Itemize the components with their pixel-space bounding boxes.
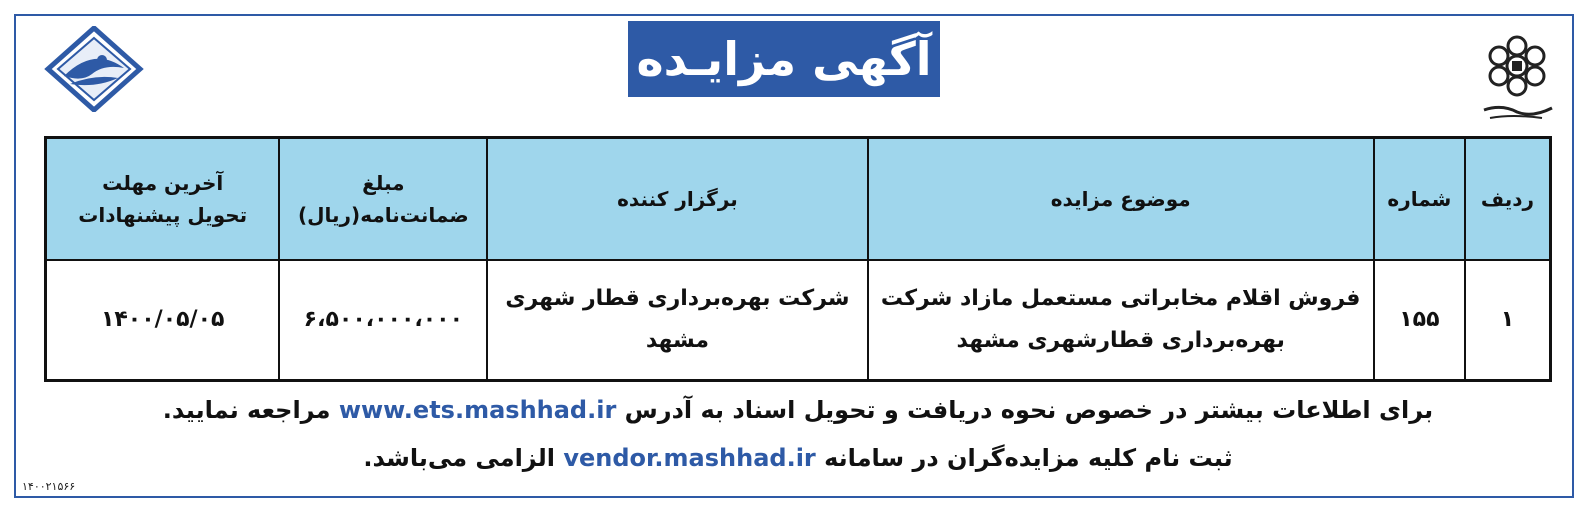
table-row [46, 260, 1551, 381]
cell-subject [868, 260, 1374, 381]
header-amount-line2: ضمانت‌نامه(ریال) [298, 203, 469, 227]
auction-table [44, 136, 1552, 382]
subject-line2: بهره‌برداری قطارشهری مشهد [956, 328, 1285, 353]
mashhad-municipality-logo-icon [1472, 26, 1562, 126]
cell-organizer: شرکت بهره‌برداری قطار شهری مشهد [487, 260, 867, 381]
header-amount-line1: مبلغ [362, 171, 405, 195]
footer-line1-text: برای اطلاعات بیشتر در خصوص نحوه دریافت و تحویل اسناد به آدرس [624, 396, 1434, 424]
subject-line1: فروش اقلام مخابراتی مستعمل مازاد شرکت [880, 286, 1361, 312]
footer-line1-end: مراجعه نمایید. [162, 396, 331, 424]
header-guarantee-amount [279, 138, 487, 261]
header-auction-number: شماره [1374, 138, 1465, 261]
header-deadline-line2: تحویل پیشنهادات [78, 203, 248, 227]
metro-logo-icon [44, 26, 144, 112]
footer-line-2 [60, 444, 1536, 472]
cell-deadline: ۱۴۰۰/۰۵/۰۵ [46, 260, 280, 381]
cell-row-number: ۱ [1465, 260, 1551, 381]
ets-website-link[interactable]: www.ets.mashhad.ir [338, 396, 617, 424]
table-header-row [46, 138, 1551, 261]
footer-line2-text: ثبت نام کلیه مزایده‌گران در سامانه [824, 444, 1233, 472]
reference-code: ۱۴۰۰۲۱۵۶۶ [22, 480, 76, 493]
footer-line-1 [60, 396, 1536, 424]
header-subject: موضوع مزایده [868, 138, 1374, 261]
header-deadline [46, 138, 280, 261]
page-title: آگهی مزایـده [625, 18, 943, 100]
header-deadline-line1: آخرین مهلت [102, 171, 224, 195]
footer-line2-end: الزامی می‌باشد. [363, 444, 555, 472]
header-row-number: ردیف [1465, 138, 1551, 261]
cell-auction-number: ۱۵۵ [1374, 260, 1465, 381]
header-organizer: برگزار کننده [487, 138, 867, 261]
cell-guarantee-amount: ۶،۵۰۰،۰۰۰،۰۰۰ [279, 260, 487, 381]
vendor-website-link[interactable]: vendor.mashhad.ir [563, 444, 816, 472]
